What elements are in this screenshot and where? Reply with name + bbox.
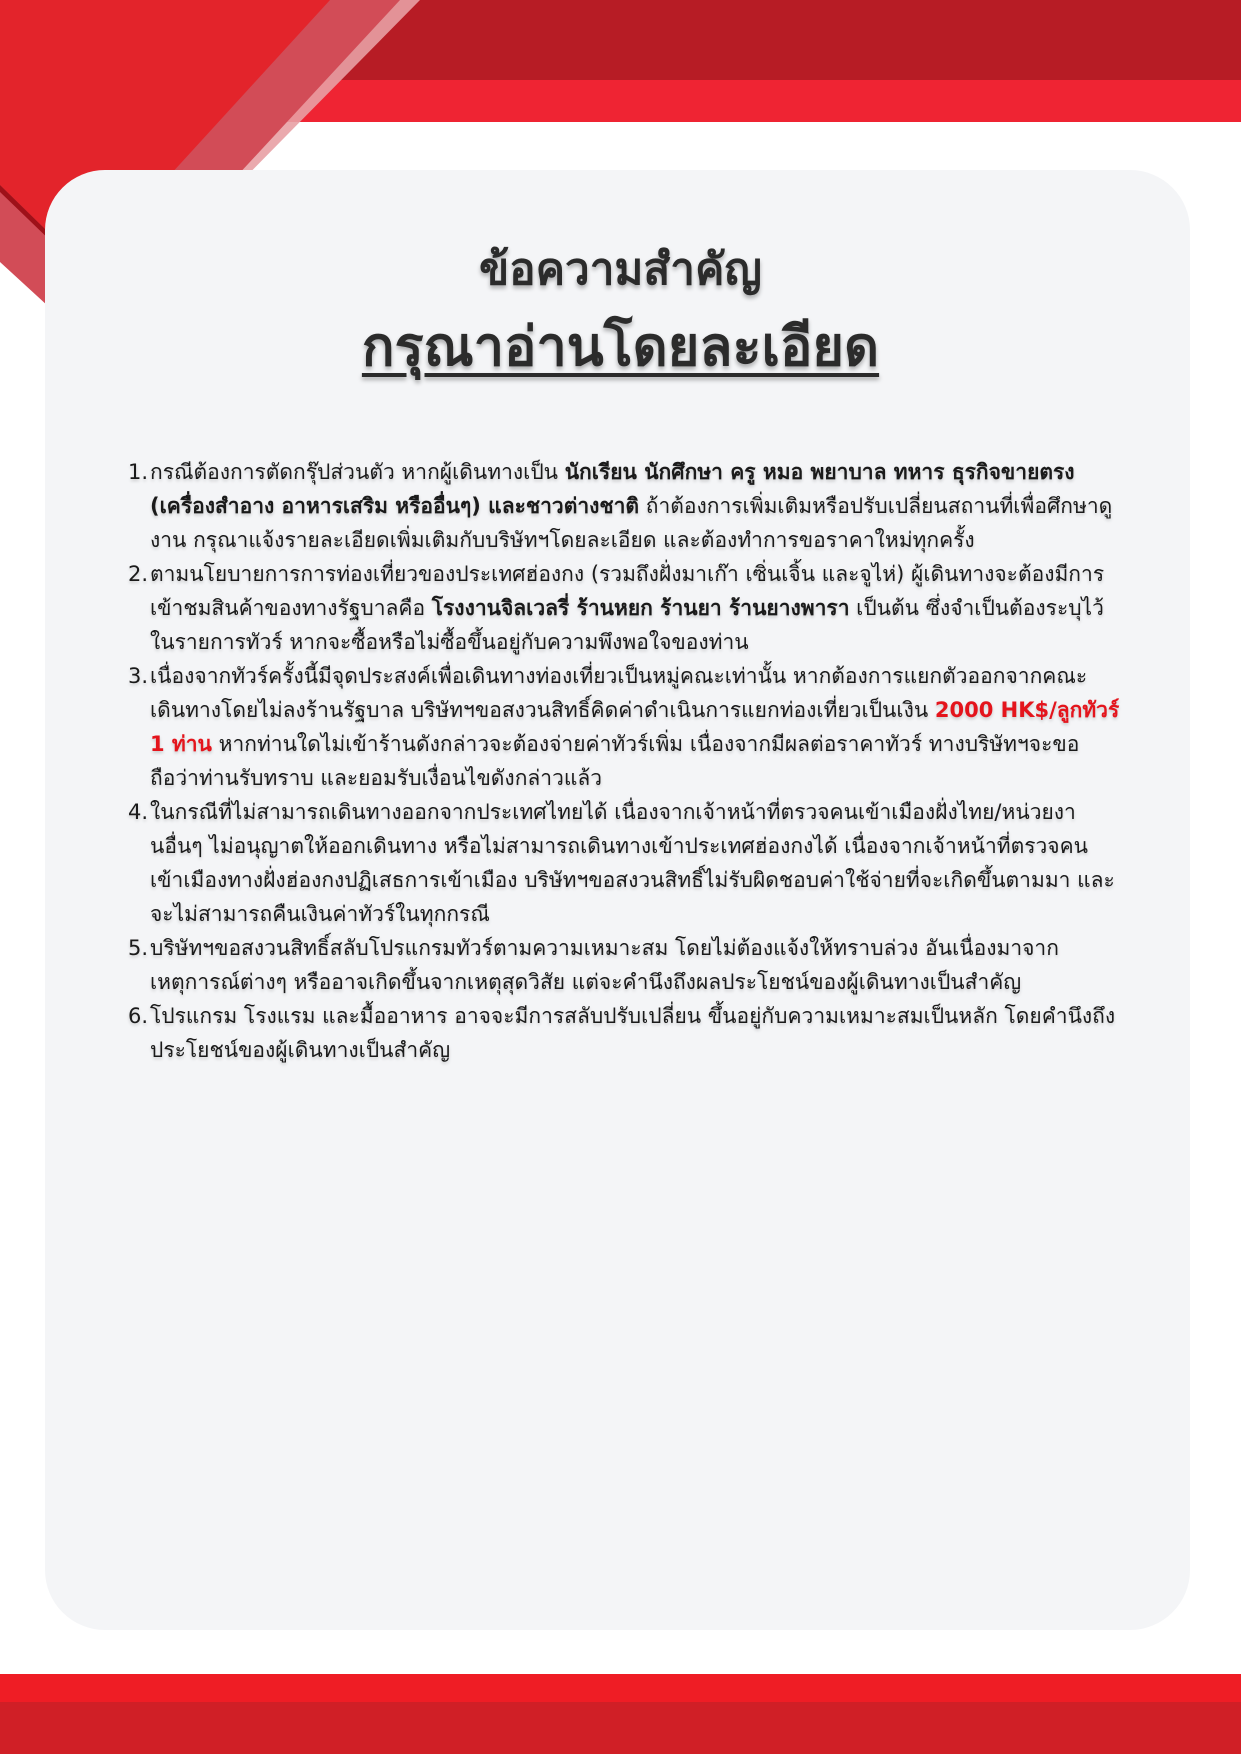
bottom-band-bright — [0, 1674, 1241, 1702]
page-subtitle: กรุณาอ่านโดยละเอียด — [361, 315, 880, 378]
bottom-band-dark — [0, 1702, 1241, 1754]
item-text: เป็นต้น ซึ่งจำเป็นต้องระบุไว้ในรายการทัวร์ หากจะซื้อหรือไม่ซื้อขึ้นอยู่กับความพึงพอใจของท่าน — [150, 596, 1104, 654]
item-text: กรณีต้องการตัดกรุ๊ปส่วนตัว หากผู้เดินทางเป็น — [150, 460, 565, 484]
list-item — [120, 557, 1120, 659]
list-item — [120, 455, 1120, 557]
item-number: 6. — [127, 1004, 148, 1028]
item-price-highlight: 2000 HK$/ลูกทัวร์ 1 ท่าน — [150, 698, 1120, 756]
item-number: 2. — [127, 562, 148, 586]
item-text: ตามนโยบายการการท่องเที่ยวของประเทศฮ่องกง (รวมถึงฝั่งมาเก๊า เซิ่นเจิ้น และจูไห่) ผู้เดินทางจะต้องมีการเข้าชมสินค้าของทางรัฐบาลคือ — [150, 562, 1105, 620]
item-text: เนื่องจากทัวร์ครั้งนี้มีจุดประสงค์เพื่อเดินทางท่องเที่ยวเป็นหมู่คณะเท่านั้น หากต้องการแยกตัวออกจากคณะเดินทางโดยไม่ลงร้านรัฐบาล บริษัทฯขอสงวนสิทธิ์คิดค่าดำเนินการแยกท่องเที่ยวเป็นเงิน — [150, 664, 1088, 722]
item-text: ถ้าต้องการเพิ่มเติมหรือปรับเปลี่ยนสถานที่เพื่อศึกษาดูงาน กรุณาแจ้งรายละเอียดเพิ่มเติมกับบริษัทฯโดยละเอียด และต้องทำการขอราคาใหม่ทุกครั้ง — [150, 494, 1113, 552]
item-text: หากท่านใดไม่เข้าร้านดังกล่าวจะต้องจ่ายค่าทัวร์เพิ่ม เนื่องจากมีผลต่อราคาทัวร์ ทางบริษัทฯจะขอถือว่าท่านรับทราบ และยอมรับเงื่อนไขดังกล่าวแล้ว — [150, 732, 1080, 790]
item-text-bold: โรงงานจิลเวลรี่ ร้านหยก ร้านยา ร้านยางพารา — [431, 596, 850, 620]
item-text: ในกรณีที่ไม่สามารถเดินทางออกจากประเทศไทยได้ เนื่องจากเจ้าหน้าที่ตรวจคนเข้าเมืองฝั่งไทย/หน่วยงานอื่นๆ ไม่อนุญาตให้ออกเดินทาง หรือไม่สามารถเดินทางเข้าประเทศฮ่องกงได้ เนื่องจากเจ้าหน้าที่ตรวจคนเข้าเมืองทางฝั่งฮ่องกงปฏิเสธการเข้าเมือง บริษัทฯขอสงวนสิทธิ์ไม่รับผิดชอบค่าใช้จ่ายที่จะเกิดขึ้นตามมา และจะไม่สามารถคืนเงินค่าทัวร์ในทุกกรณี — [150, 800, 1115, 926]
notice-list — [120, 455, 1120, 1067]
item-text: โปรแกรม โรงแรม และมื้ออาหาร อาจจะมีการสลับปรับเปลี่ยน ขึ้นอยู่กับความเหมาะสมเป็นหลัก โดยคำนึงถึงประโยชน์ของผู้เดินทางเป็นสำคัญ — [150, 1004, 1116, 1062]
list-item — [120, 795, 1120, 931]
list-item — [120, 931, 1120, 999]
item-number: 5. — [127, 936, 148, 960]
list-item — [120, 659, 1120, 795]
page-title: ข้อความสำคัญ — [479, 244, 762, 295]
item-number: 4. — [127, 800, 148, 824]
item-number: 1. — [127, 460, 148, 484]
item-text: บริษัทฯขอสงวนสิทธิ์สลับโปรแกรมทัวร์ตามความเหมาะสม โดยไม่ต้องแจ้งให้ทราบล่วง อันเนื่องมาจากเหตุการณ์ต่างๆ หรืออาจเกิดขึ้นจากเหตุสุดวิสัย แต่จะคำนึงถึงผลประโยชน์ของผู้เดินทางเป็นสำคัญ — [150, 936, 1059, 994]
item-text-bold: นักเรียน นักศึกษา ครู หมอ พยาบาล ทหาร ธุรกิจขายตรง (เครื่องสำอาง อาหารเสริม หรืออื่นๆ) และชาวต่างชาติ — [150, 460, 1075, 518]
list-item — [120, 999, 1120, 1067]
item-number: 3. — [127, 664, 148, 688]
